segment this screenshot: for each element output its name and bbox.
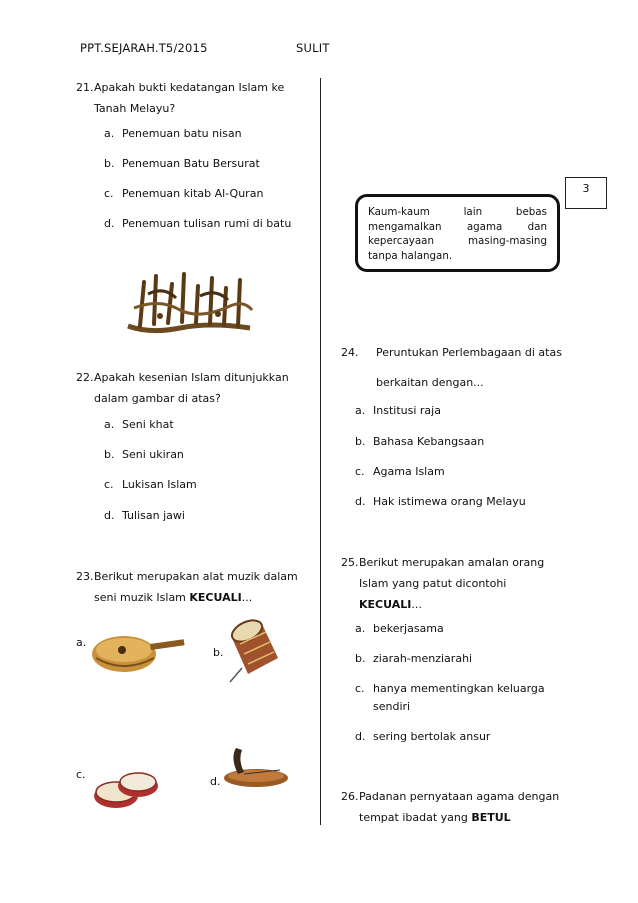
calligraphy-image bbox=[120, 268, 260, 343]
q23-label-c: c. bbox=[76, 768, 86, 781]
question-25: 25.Berikut merupakan amalan orang Islam yang patut dicontohi KECUALI... bbox=[341, 556, 545, 611]
q21-option-a: a. Penemuan batu nisan bbox=[104, 127, 242, 140]
constitution-callout: Kaum-kaum lain bebas mengamalkan agama dan kepercayaan masing-masing tanpa halangan. bbox=[355, 194, 560, 272]
q22-option-d: d. Tulisan jawi bbox=[104, 509, 185, 522]
q25-option-c: c. hanya mementingkan keluarga bbox=[355, 682, 545, 695]
q23-label-a: a. bbox=[76, 636, 87, 649]
question-22: 22.Apakah kesenian Islam ditunjukkan dalam gambar di atas? bbox=[76, 371, 289, 405]
gambus-instrument-image bbox=[212, 744, 290, 791]
header-sulit: SULIT bbox=[296, 41, 330, 55]
drum-instrument-image bbox=[222, 618, 284, 687]
q25-option-c-continued: sendiri bbox=[373, 700, 411, 713]
question-26: 26.Padanan pernyataan agama dengan tempat ibadat yang BETUL bbox=[341, 790, 560, 824]
q25-option-d: d. sering bertolak ansur bbox=[355, 730, 491, 743]
q24-option-c: c. Agama Islam bbox=[355, 465, 445, 478]
page-number: 3 bbox=[565, 177, 607, 209]
question-21: 21.Apakah bukti kedatangan Islam ke Tanah Melayu? bbox=[76, 81, 285, 115]
oud-instrument-image bbox=[88, 628, 188, 679]
q22-option-b: b. Seni ukiran bbox=[104, 448, 184, 461]
q23-label-d: d. bbox=[210, 775, 221, 788]
q24-option-b: b. Bahasa Kebangsaan bbox=[355, 435, 485, 448]
q21-option-c: c. Penemuan kitab Al-Quran bbox=[104, 187, 264, 200]
q23-label-b: b. bbox=[213, 646, 224, 659]
q22-option-a: a. Seni khat bbox=[104, 418, 174, 431]
q24-option-a: a. Institusi raja bbox=[355, 404, 441, 417]
question-24-line1: Peruntukan Perlembagaan di atas bbox=[376, 346, 562, 359]
q24-option-d: d. Hak istimewa orang Melayu bbox=[355, 495, 526, 508]
rebana-instrument-image bbox=[92, 766, 162, 813]
q25-option-a: a. bekerjasama bbox=[355, 622, 444, 635]
question-24-line2: berkaitan dengan... bbox=[376, 376, 484, 389]
q21-option-b: b. Penemuan Batu Bersurat bbox=[104, 157, 260, 170]
question-23: 23.Berikut merupakan alat muzik dalam seni muzik Islam KECUALI... bbox=[76, 570, 298, 604]
q22-option-c: c. Lukisan Islam bbox=[104, 478, 197, 491]
q21-option-d: d. Penemuan tulisan rumi di batu bbox=[104, 217, 292, 230]
q25-option-b: b. ziarah-menziarahi bbox=[355, 652, 473, 665]
question-24-number: 24. bbox=[341, 346, 359, 359]
header-code: PPT.SEJARAH.T5/2015 bbox=[80, 41, 208, 55]
column-divider bbox=[320, 78, 321, 825]
